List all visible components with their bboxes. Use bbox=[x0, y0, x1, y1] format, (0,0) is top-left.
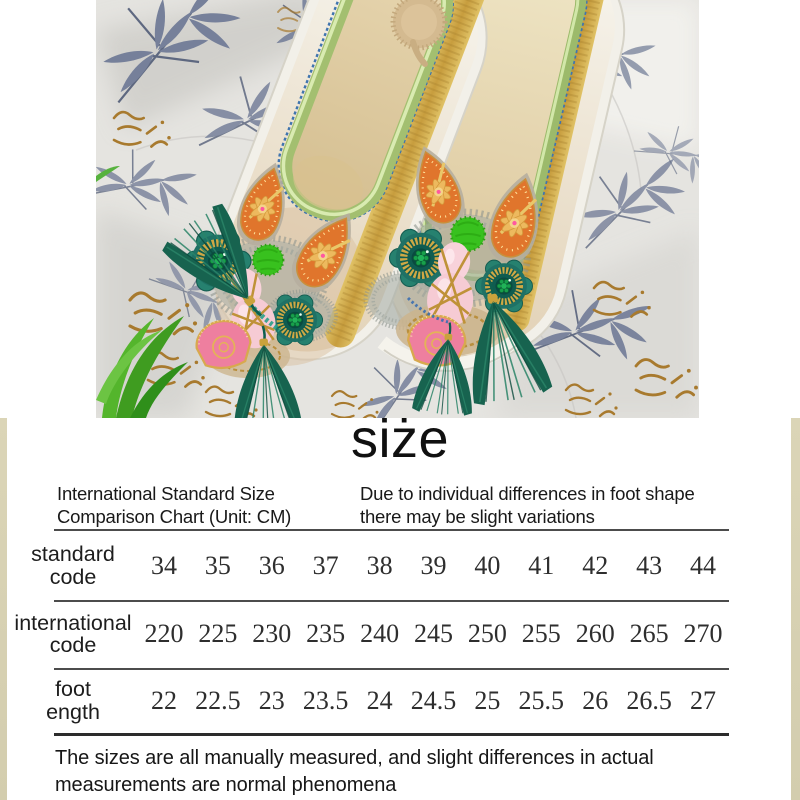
row-label: standard code bbox=[31, 542, 115, 589]
size-chart-panel bbox=[0, 409, 800, 800]
size-value: 220 bbox=[144, 619, 184, 648]
size-value: 245 bbox=[413, 619, 453, 648]
size-value: 270 bbox=[683, 619, 723, 648]
product-photo-illustration bbox=[96, 0, 699, 418]
divider-thick bbox=[54, 733, 729, 736]
size-value: 23.5 bbox=[302, 685, 349, 715]
size-value: 24 bbox=[366, 685, 393, 715]
note-line2: measurements are normal phenomena bbox=[55, 773, 397, 796]
size-value: 40 bbox=[474, 550, 501, 580]
caption-line1: International Standard Size bbox=[57, 483, 275, 504]
row-values bbox=[137, 602, 730, 666]
size-value: 25 bbox=[474, 685, 501, 715]
size-value: 25.5 bbox=[518, 685, 565, 715]
row-label: international code bbox=[14, 610, 132, 657]
size-value: 22 bbox=[150, 685, 177, 715]
size-value: 41 bbox=[528, 550, 555, 580]
size-value: 225 bbox=[198, 619, 238, 648]
size-value: 265 bbox=[629, 619, 669, 648]
size-value: 42 bbox=[582, 550, 609, 580]
size-value: 37 bbox=[312, 550, 339, 580]
size-value: 34 bbox=[150, 550, 177, 580]
size-value: 44 bbox=[690, 550, 717, 580]
size-value: 260 bbox=[575, 619, 615, 648]
disclaimer-line2: there may be slight variations bbox=[360, 506, 595, 527]
size-value: 235 bbox=[306, 619, 346, 648]
size-value: 230 bbox=[252, 619, 292, 648]
size-value: 255 bbox=[521, 619, 561, 648]
divider bbox=[54, 529, 729, 531]
caption-line2: Comparison Chart (Unit: CM) bbox=[57, 506, 292, 527]
size-value: 26.5 bbox=[626, 685, 672, 715]
size-value: 250 bbox=[467, 619, 507, 648]
product-photo bbox=[96, 0, 699, 418]
size-disclaimer bbox=[360, 482, 695, 528]
table-row-foot-length bbox=[0, 670, 800, 731]
table-row-international-code bbox=[0, 602, 800, 666]
disclaimer-line1: Due to individual differences in foot shape bbox=[360, 483, 695, 504]
size-value: 24.5 bbox=[410, 685, 457, 715]
size-chart-caption bbox=[57, 482, 291, 528]
size-value: 35 bbox=[204, 550, 231, 580]
size-title: siże bbox=[350, 409, 450, 469]
row-values bbox=[137, 670, 730, 731]
size-value: 22.5 bbox=[195, 685, 241, 715]
note-line1: The sizes are all manually measured, and slight differences in actual bbox=[55, 747, 654, 769]
size-value: 26 bbox=[582, 685, 609, 715]
row-values bbox=[137, 533, 730, 598]
size-value: 27 bbox=[690, 685, 717, 715]
size-value: 43 bbox=[636, 550, 663, 580]
size-value: 23 bbox=[258, 685, 285, 715]
size-value: 38 bbox=[366, 550, 393, 580]
measurement-note bbox=[55, 745, 654, 798]
size-value: 39 bbox=[420, 550, 447, 580]
table-row-standard-code bbox=[0, 533, 800, 598]
size-value: 36 bbox=[258, 550, 285, 580]
size-value: 240 bbox=[360, 619, 400, 648]
row-label: foot ength bbox=[46, 677, 100, 724]
